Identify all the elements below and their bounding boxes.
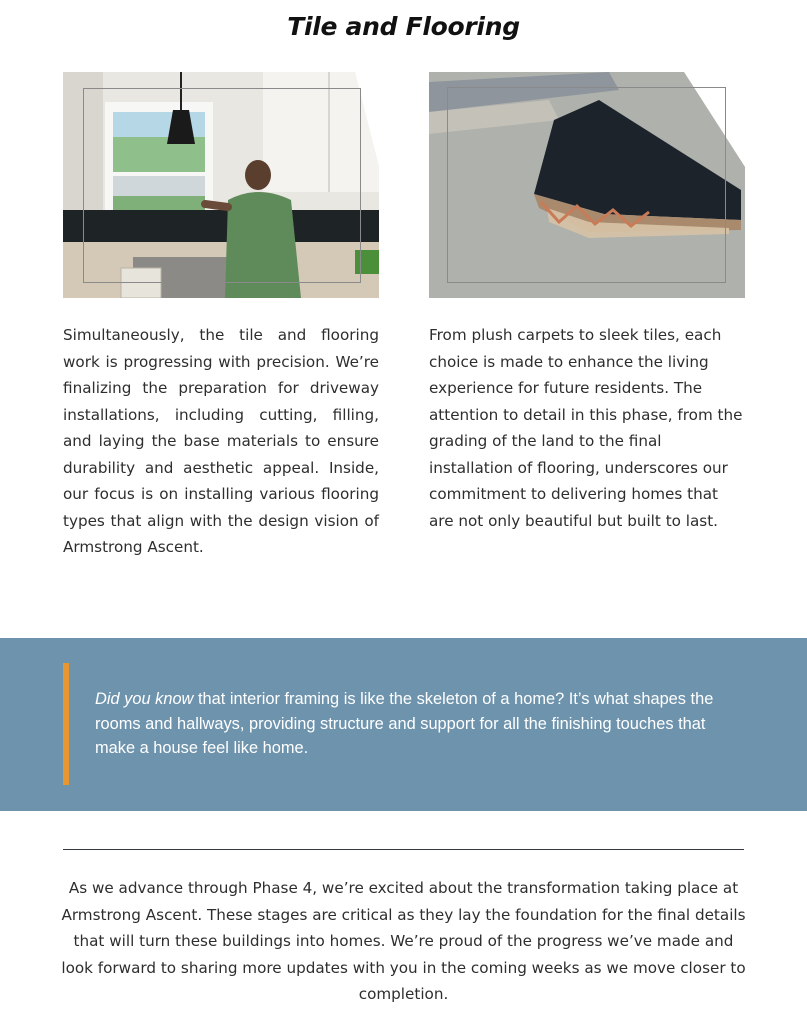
body-text-left: Simultaneously, the tile and flooring work is progressing with precision. We’re finalizing the preparation for driveway installations, including cutting, filling, and laying the base materials to ensure durability and aesthetic appeal. Inside, our focus is on installing various flooring types that align with the design vision of Armstrong Ascent. — [63, 326, 379, 556]
closing-paragraph: As we advance through Phase 4, we’re excited about the transformation taking place at Armstrong Ascent. These stages are critical as they lay the foundation for the final details that will turn these buildings into homes. We’re proud of the progress we’ve made and look forward to sharing more updates with you in the coming weeks as we move closer to completion. — [61, 879, 746, 1003]
callout-body: that interior framing is like the skeleton of a home? It’s what shapes the rooms and hallways, providing structure and support for all the finishing touches that make a house feel like home. — [95, 690, 714, 757]
callout-accent-bar — [63, 663, 69, 785]
page-title: Tile and Flooring — [287, 12, 520, 41]
callout-lead: Did you know — [95, 690, 194, 708]
did-you-know-callout — [0, 638, 807, 811]
body-text-right: From plush carpets to sleek tiles, each choice is made to enhance the living experience for future residents. The attention to detail in this phase, from the grading of the land to the final installation of flooring, underscores our commitment to delivering homes that are not only beautiful but built to last. — [429, 326, 743, 530]
callout-text — [95, 687, 745, 761]
divider — [63, 849, 744, 850]
photo-tile-installation — [63, 72, 379, 298]
photo-flooring-samples — [429, 72, 745, 298]
